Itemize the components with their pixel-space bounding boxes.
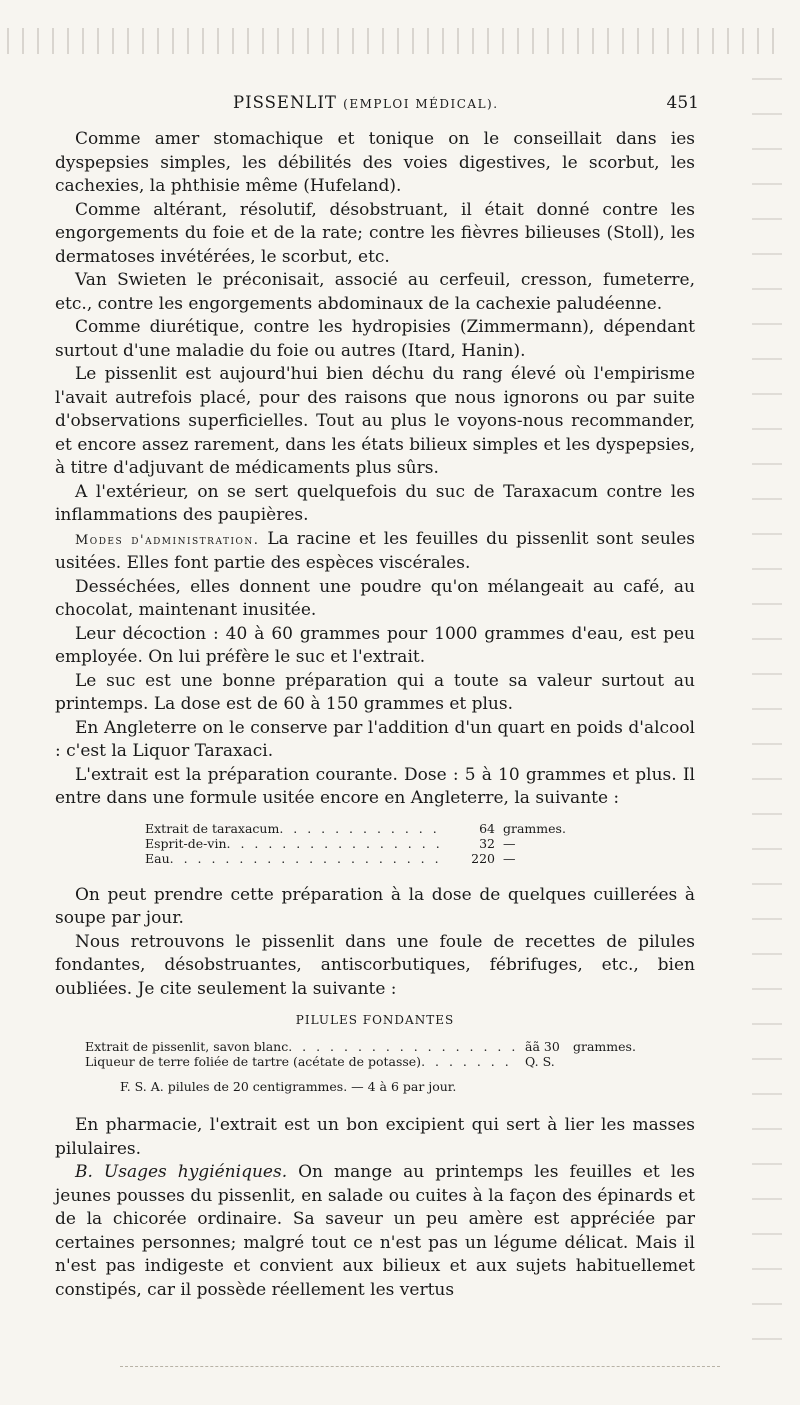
bottom-rule [120,1366,720,1368]
ingredient-unit: — [503,835,516,851]
paragraph: Van Swieten le préconisait, associé au cerfeuil, cresson, fumeterre, etc., contre les engorgements abdominaux de la cachexie paludéenne. [55,270,695,314]
ingredient-name: Eau [145,850,170,866]
leader-dots [421,1054,515,1069]
page-header [55,93,705,119]
ingredient-unit: grammes. [573,1038,636,1054]
ingredient-name: Liqueur de terre foliée de tartre (acétate de potasse) [85,1053,422,1069]
ingredient-name: Extrait de pissenlit, savon blanc [85,1038,289,1054]
modes-label: Modes d'administration. [75,532,260,548]
running-title-main: PISSENLIT [233,93,337,112]
modes-paragraph [55,528,695,576]
ingredient-unit: — [503,850,516,866]
usages-paragraph [55,1161,695,1302]
formula-taraxacum [145,821,595,866]
ingredient-name: Extrait de taraxacum [145,820,280,836]
ingredient-qty: Q. S. [525,1053,555,1069]
paragraph: L'extrait est la préparation courante. Dose : 5 à 10 grammes et plus. Il entre dans une formule usitée encore en Angleterre, la suivante : [55,764,695,808]
paragraph: Nous retrouvons le pissenlit dans une foule de recettes de pilules fondantes, désobstruantes, antiscorbutiques, fébrifuges, etc., bien oubliées. Je cite seulement la suivante : [55,931,695,999]
formula-pilules [85,1039,665,1069]
usages-text: On mange au printemps les feuilles et les jeunes pousses du pissenlit, en salade ou cuites à la façon des épinards et de la chicorée ordinaire. Sa saveur un peu amère est appréciée par certaines personnes; malgré tout ce n'est pas un légume délicat. Mais il n'est pas indigeste et convient aux bilieux et aux sujets habituellemet constipés, car il possède réellement les vertus [55,1162,695,1300]
paragraph: Le pissenlit est aujourd'hui bien déchu du rang élevé où l'empirisme l'avait autrefois placé, pour des raisons que nous ignorons ou par suite d'observations superficielles. Tout au plus le voyons-nous recommander, et encore assez rarement, dans les états bilieux simples et les dyspepsies, à titre d'adjuvant de médicaments plus sûrs. [55,364,695,478]
ingredient-qty: 220 [471,850,495,866]
running-title [233,93,499,112]
scan-edge-noise [752,60,782,1360]
formula-row [145,851,595,866]
formula-row [85,1054,665,1069]
ingredient-unit: grammes. [503,820,566,836]
paragraph: En pharmacie, l'extrait est un bon excipient qui sert à lier les masses pilulaires. [55,1115,695,1159]
paragraph: En Angleterre on le conserve par l'addition d'un quart en poids d'alcool : c'est la Liquor Taraxaci. [55,717,695,761]
ingredient-name: Esprit-de-vin [145,835,227,851]
formula-note: F. S. A. pilules de 20 centigrammes. — 4 à 6 par jour. [120,1078,457,1094]
formula-title: PILULES FONDANTES [295,1013,455,1027]
leader-dots [170,851,447,866]
page-body [55,128,695,1302]
paragraph: Le suc est une bonne préparation qui a toute sa valeur surtout au printemps. La dose est de 60 à 150 grammes et plus. [55,670,695,714]
running-title-sub: (EMPLOI MÉDICAL). [343,97,499,111]
formula-row [85,1039,665,1054]
formula-row [145,836,595,851]
paragraph: A l'extérieur, on se sert quelquefois du suc de Taraxacum contre les inflammations des paupières. [55,481,695,525]
paragraph: Comme altérant, résolutif, désobstruant, il était donné contre les engorgements du foie et de la rate; contre les fièvres bilieuses (Stoll), les dermatoses invétérées, le scorbut, etc. [55,199,695,267]
leader-dots [279,821,447,836]
paragraph: On peut prendre cette préparation à la dose de quelques cuillerées à soupe par jour. [55,884,695,928]
modes-text: La racine et les feuilles du pissenlit sont seules usitées. Elles font partie des espèces viscérales. [55,528,695,573]
ingredient-qty: 32 [479,835,495,851]
paragraph: Leur décoction : 40 à 60 grammes pour 1000 grammes d'eau, est peu employée. On lui préfère le suc et l'extrait. [55,623,695,667]
paragraph: Comme amer stomachique et tonique on le conseillait dans ies dyspepsies simples, les débilités des voies digestives, le scorbut, les cachexies, la phthisie même (Hufeland). [55,129,695,196]
ingredient-qty: 64 [479,820,495,836]
paragraph: Desséchées, elles donnent une poudre qu'on mélangeait au café, au chocolat, maintenant inusitée. [55,576,695,620]
page-number: 451 [666,93,699,113]
usages-label: B. Usages hygiéniques. [75,1162,288,1182]
paragraph: Comme diurétique, contre les hydropisies (Zimmermann), dépendant surtout d'une maladie du foie ou autres (Itard, Hanin). [55,317,695,361]
scan-top-noise [0,28,780,54]
leader-dots [288,1039,515,1054]
formula-row [145,821,595,836]
ingredient-qty: ãã 30 [525,1038,560,1054]
leader-dots [227,836,448,851]
